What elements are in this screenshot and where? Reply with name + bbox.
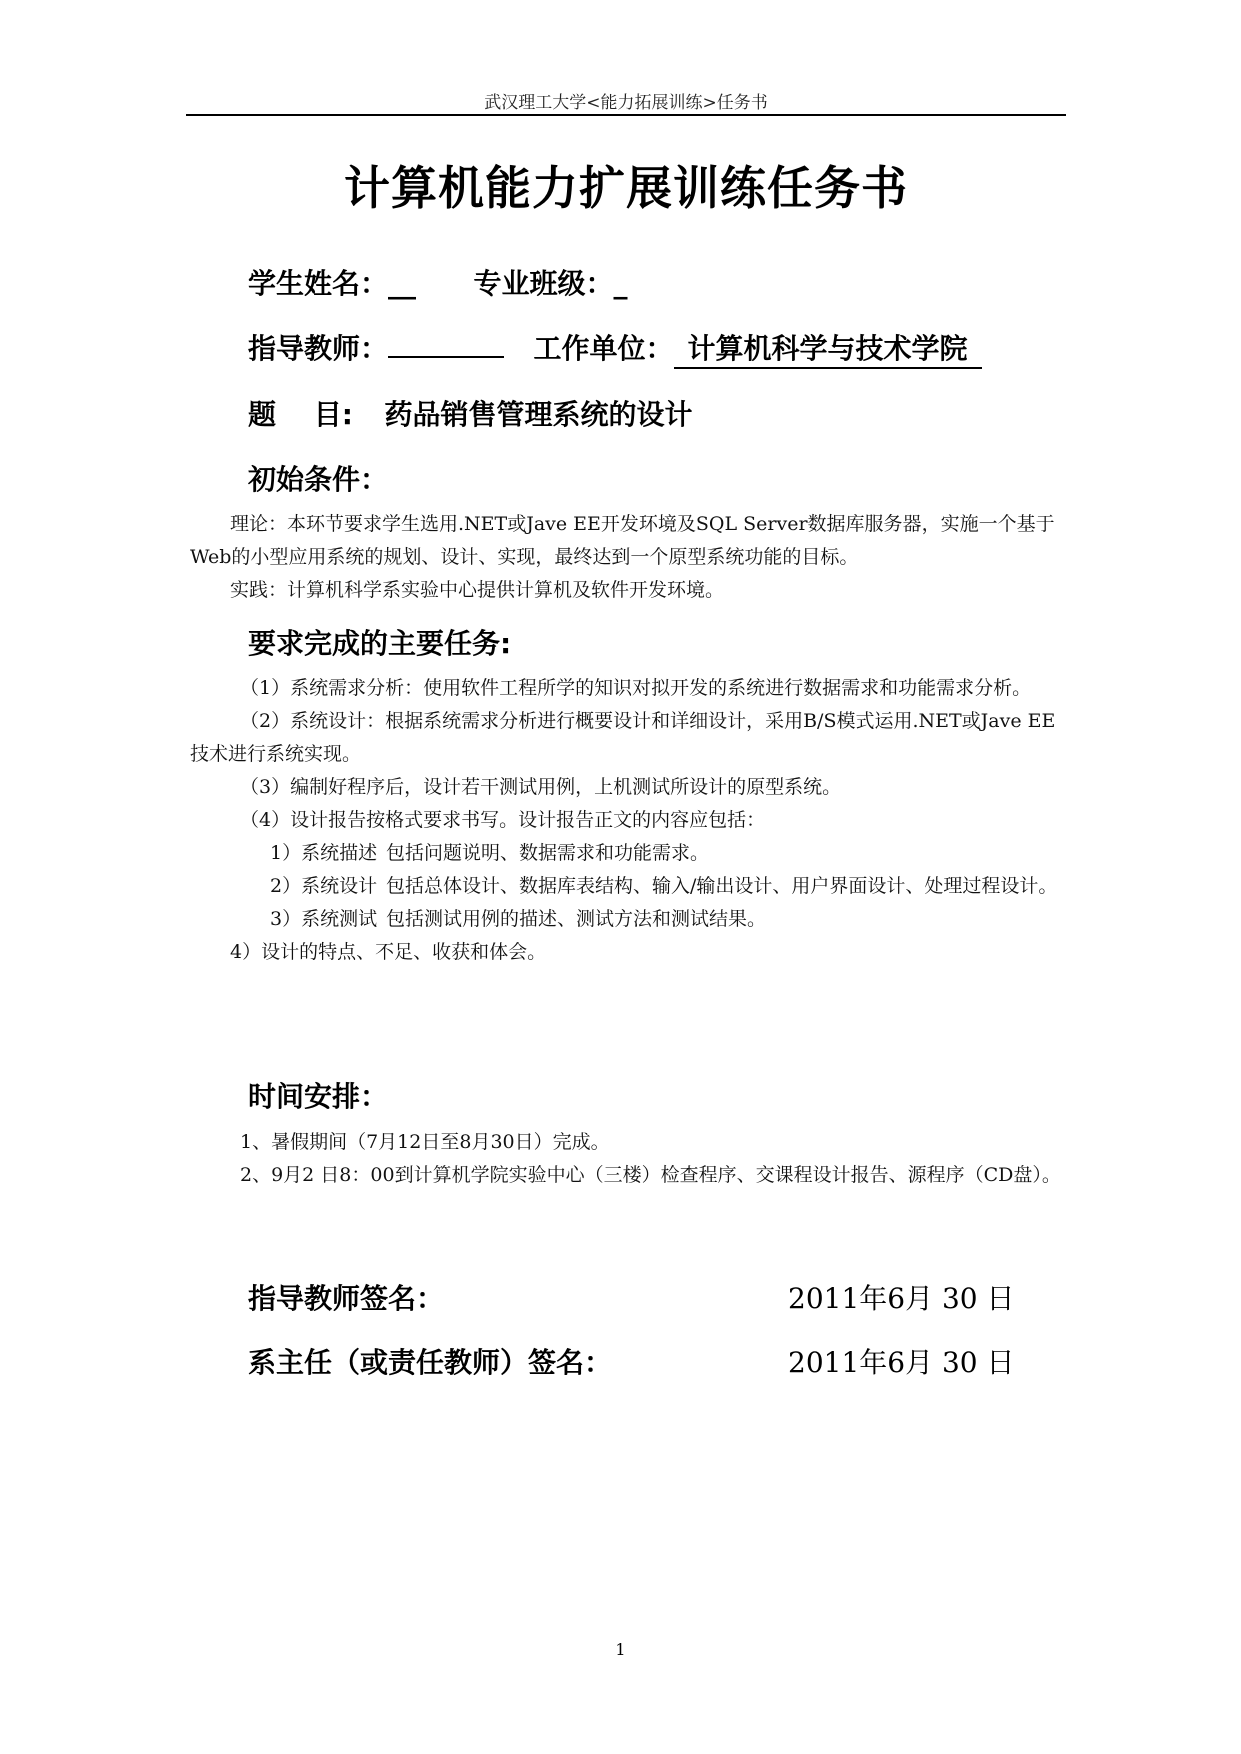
schedule-body	[190, 1126, 1070, 1192]
schedule-item: 2、9月2 日8：00到计算机学院实验中心（三楼）检查程序、交课程设计报告、源程序（CD盘）。	[240, 1164, 1061, 1186]
theory-paragraph: 理论：本环节要求学生选用.NET或Jave EE开发环境及SQL Server数据库服务器，实施一个基于Web的小型应用系统的规划、设计、实现，最终达到一个原型系统功能的目标。	[190, 513, 1055, 568]
report-part-item	[190, 870, 1070, 903]
initial-conditions-heading: 初始条件：	[248, 463, 389, 496]
task-item: （2）系统设计：根据系统需求分析进行概要设计和详细设计，采用B/S模式运用.NET或Jave EE技术进行系统实现。	[190, 710, 1056, 765]
report-part-item	[190, 903, 1070, 936]
director-signature-row	[248, 1341, 1038, 1381]
student-name-value: __	[388, 267, 417, 300]
advisor-label: 指导教师：	[248, 332, 389, 365]
report-part-desc: 包括测试用例的描述、测试方法和测试结果。	[386, 908, 767, 930]
main-tasks-heading: 要求完成的主要任务:	[248, 627, 512, 660]
page-number: 1	[615, 1640, 626, 1659]
practice-paragraph: 实践：计算机科学系实验中心提供计算机及软件开发环境。	[230, 579, 725, 601]
work-unit-label: 工作单位：	[533, 332, 674, 365]
director-signature-date: 2011年6月 30 日	[788, 1346, 1015, 1379]
document-title: 计算机能力扩展训练任务书	[344, 161, 908, 215]
task-item: （4）设计报告按格式要求书写。设计报告正文的内容应包括：	[240, 809, 766, 831]
advisor-signature-date: 2011年6月 30 日	[788, 1282, 1015, 1315]
student-info-row	[248, 262, 628, 302]
advisor-info-row	[248, 327, 982, 369]
director-signature-label: 系主任（或责任教师）签名：	[248, 1346, 613, 1379]
report-part-desc: 包括总体设计、数据库表结构、输入/输出设计、用户界面设计、处理过程设计。	[386, 875, 1058, 897]
schedule-heading: 时间安排：	[248, 1080, 389, 1113]
topic-label: 题 目:	[248, 398, 353, 431]
topic-row	[248, 393, 692, 433]
report-part-label: 3）系统测试	[270, 908, 378, 930]
running-header: 武汉理工大学<能力拓展训练>任务书	[484, 93, 768, 113]
schedule-item: 1、暑假期间（7月12日至8月30日）完成。	[240, 1131, 610, 1153]
initial-conditions-body	[190, 508, 1070, 607]
report-part-item	[190, 837, 1070, 870]
report-part-label: 2）系统设计	[270, 875, 378, 897]
header-rule	[186, 114, 1066, 116]
report-part-desc: 包括问题说明、数据需求和功能需求。	[386, 842, 710, 864]
student-name-label: 学生姓名：	[248, 267, 389, 300]
work-unit-value: 计算机科学与技术学院	[674, 327, 982, 369]
report-part-label: 4）设计的特点、不足、收获和体会。	[230, 941, 547, 963]
advisor-blank	[388, 330, 504, 358]
task-item: （3）编制好程序后，设计若干测试用例，上机测试所设计的原型系统。	[240, 776, 842, 798]
task-item: （1）系统需求分析：使用软件工程所学的知识对拟开发的系统进行数据需求和功能需求分析。	[240, 677, 1032, 699]
main-tasks-body	[190, 672, 1070, 969]
report-part-label: 1）系统描述	[270, 842, 378, 864]
topic-value: 药品销售管理系统的设计	[384, 398, 693, 431]
advisor-signature-row	[248, 1277, 1038, 1317]
major-class-value: _	[613, 267, 628, 300]
report-part-item	[190, 936, 1070, 969]
advisor-signature-label: 指导教师签名：	[248, 1282, 445, 1315]
major-class-label: 专业班级：	[473, 267, 614, 300]
